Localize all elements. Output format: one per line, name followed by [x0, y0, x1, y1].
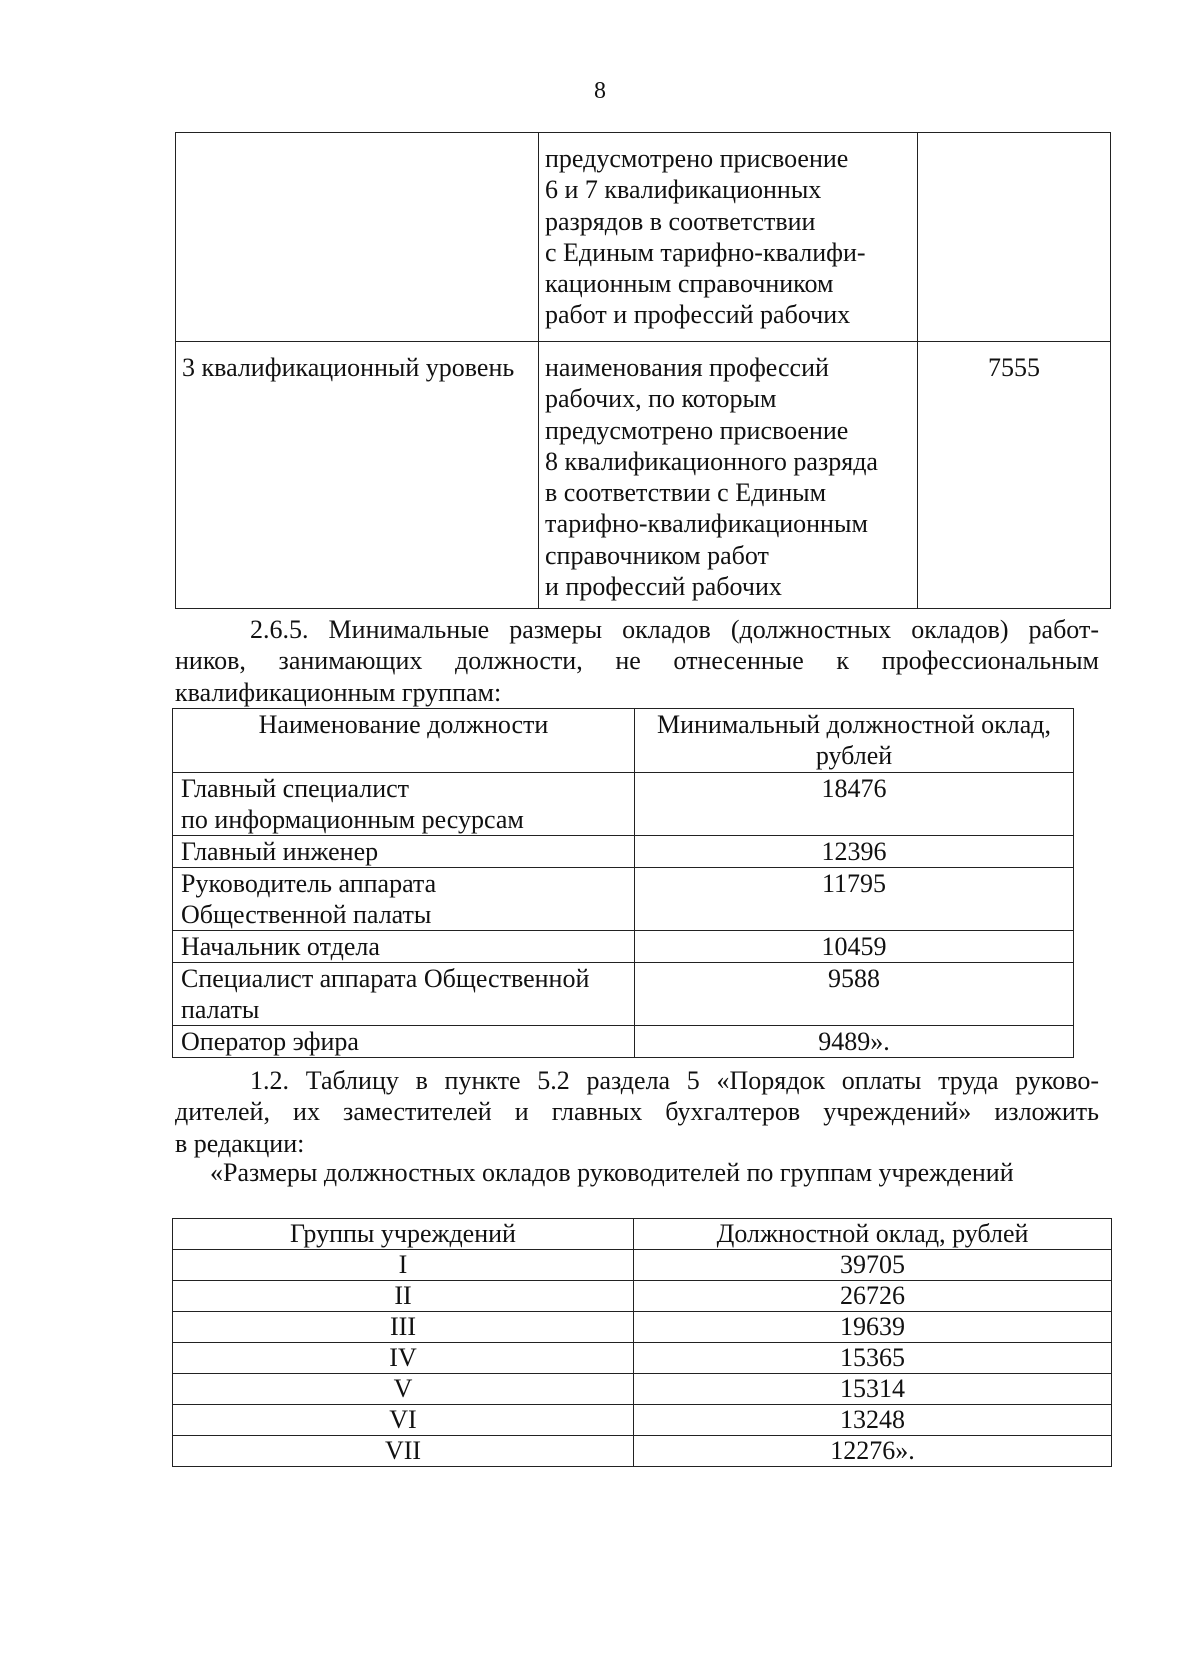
position-cell: [173, 836, 635, 868]
cell-line: Главный инженер: [181, 837, 379, 866]
group-cell: II: [173, 1281, 634, 1312]
salary-cell: 10459: [635, 931, 1074, 963]
table-row: [173, 1343, 1112, 1374]
header-line: рублей: [815, 741, 893, 770]
table-header-row: [173, 1219, 1112, 1250]
cell-line: работ и профессий рабочих: [545, 300, 851, 330]
table-row: [176, 342, 1111, 609]
salary-cell: 11795: [635, 868, 1074, 931]
column-header-group: Группы учреждений: [173, 1219, 634, 1250]
cell-line: 8 квалификационного разряда: [545, 446, 878, 476]
group-cell: I: [173, 1250, 634, 1281]
column-header-salary: Должностной оклад, рублей: [634, 1219, 1112, 1250]
paragraph-line: ников, занимающих должности, не отнесенные к профессиональным: [175, 646, 1099, 676]
cell-line: предусмотрено присвоение: [545, 415, 849, 445]
table-row: [173, 1374, 1112, 1405]
groups-salary-table: [172, 1218, 1112, 1467]
salary-cell: 9489».: [635, 1026, 1074, 1058]
salary-cell: 19639: [634, 1312, 1112, 1343]
professions-cell: [539, 133, 918, 342]
cell-line: с Единым тарифно-квалифи-: [545, 237, 866, 267]
cell-line: Оператор эфира: [181, 1027, 359, 1056]
position-cell: [173, 868, 635, 931]
group-cell: V: [173, 1374, 634, 1405]
table-row: [176, 133, 1111, 342]
cell-line: 6 и 7 квалификационных: [545, 175, 822, 205]
table-row: [173, 1281, 1112, 1312]
cell-line: тарифно-квалификационным: [545, 509, 868, 539]
table-header-row: [173, 709, 1074, 773]
salary-cell: 12276».: [634, 1436, 1112, 1467]
table-row: [173, 963, 1074, 1026]
cell-line: предусмотрено присвоение: [545, 144, 849, 173]
cell-line: Главный специалист: [181, 774, 410, 803]
positions-salary-table: [172, 708, 1074, 1058]
table-row: [173, 931, 1074, 963]
cell-line: по информационным ресурсам: [181, 805, 524, 834]
cell-line: Начальник отдела: [181, 932, 380, 961]
cell-line: Руководитель аппарата: [181, 869, 437, 898]
table3-heading: «Размеры должностных окладов руководителей по группам учреждений: [210, 1158, 1014, 1187]
salary-cell: 18476: [635, 773, 1074, 836]
salary-cell: 26726: [634, 1281, 1112, 1312]
salary-cell: 15365: [634, 1343, 1112, 1374]
group-cell: VI: [173, 1405, 634, 1436]
salary-cell: 12396: [635, 836, 1074, 868]
table-row: [173, 1312, 1112, 1343]
group-cell: IV: [173, 1343, 634, 1374]
group-cell: III: [173, 1312, 634, 1343]
table-row: [173, 773, 1074, 836]
salary-cell: 7555: [918, 342, 1111, 609]
column-header-position: Наименование должности: [173, 709, 635, 773]
salary-cell: 13248: [634, 1405, 1112, 1436]
cell-line: Специалист аппарата Общественной: [181, 964, 590, 993]
cell-line: разрядов в соответствии: [545, 206, 816, 236]
position-cell: [173, 1026, 635, 1058]
level-cell: 3 квалификационный уровень: [176, 342, 539, 609]
table-row: [173, 1436, 1112, 1467]
paragraph-1-2: [175, 1065, 1099, 1159]
position-cell: [173, 931, 635, 963]
level-cell: [176, 133, 539, 342]
position-cell: [173, 963, 635, 1026]
page-number: 8: [594, 78, 606, 104]
paragraph-line: дителей, их заместителей и главных бухгалтеров учреждений» изложить: [175, 1097, 1099, 1127]
cell-line: и профессий рабочих: [545, 572, 782, 602]
paragraph-2-6-5: [175, 614, 1099, 708]
header-line: Минимальный должностной оклад,: [656, 710, 1052, 739]
cell-line: рабочих, по которым: [545, 384, 777, 414]
paragraph-line: квалификационным группам:: [175, 677, 502, 707]
salary-cell: 9588: [635, 963, 1074, 1026]
paragraph-line: 2.6.5. Минимальные размеры окладов (должностных окладов) работ-: [250, 615, 1099, 644]
table-row: [173, 1026, 1074, 1058]
salary-cell: [918, 133, 1111, 342]
table-row: [173, 868, 1074, 931]
professions-cell: [539, 342, 918, 609]
cell-line: палаты: [181, 995, 260, 1024]
salary-cell: 39705: [634, 1250, 1112, 1281]
position-cell: [173, 773, 635, 836]
table-row: [173, 1405, 1112, 1436]
group-cell: VII: [173, 1436, 634, 1467]
cell-line: Общественной палаты: [181, 900, 432, 929]
qualification-levels-table: [175, 132, 1111, 609]
cell-line: справочником работ: [545, 540, 769, 570]
column-header-salary: [635, 709, 1074, 773]
paragraph-line: 1.2. Таблицу в пункте 5.2 раздела 5 «Порядок оплаты труда руково-: [250, 1066, 1099, 1095]
cell-line: кационным справочником: [545, 269, 834, 299]
salary-cell: 15314: [634, 1374, 1112, 1405]
paragraph-line: в редакции:: [175, 1128, 305, 1158]
cell-line: в соответствии с Единым: [545, 478, 827, 508]
cell-line: наименования профессий: [545, 353, 829, 382]
table-row: [173, 836, 1074, 868]
table-row: [173, 1250, 1112, 1281]
